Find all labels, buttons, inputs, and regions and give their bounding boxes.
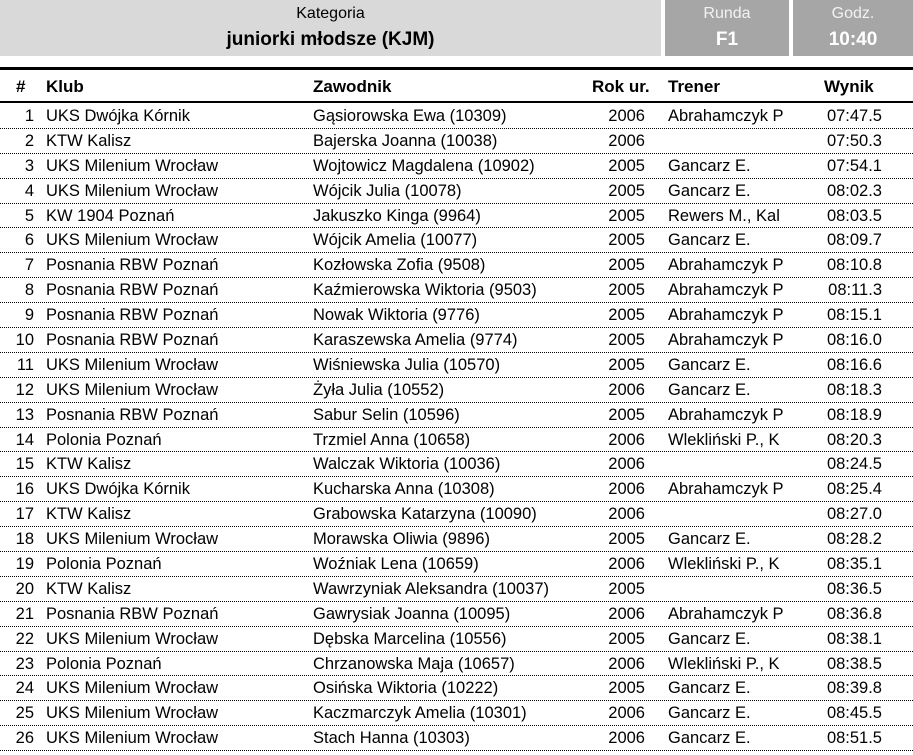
col-header-no: # [16, 77, 26, 96]
table-top-rule [0, 67, 913, 70]
coach-name: Gancarz E. [668, 704, 751, 723]
row-number: 13 [15, 405, 34, 424]
birth-year: 2005 [608, 206, 645, 225]
birth-year: 2005 [608, 331, 645, 350]
athlete-name: Chrzanowska Maja (10657) [313, 654, 515, 673]
coach-name: Gancarz E. [668, 729, 751, 748]
birth-year: 2005 [608, 256, 645, 275]
birth-year: 2005 [608, 530, 645, 549]
table-row [0, 154, 913, 179]
athlete-name: Grabowska Katarzyna (10090) [313, 505, 537, 524]
club-name: KTW Kalisz [46, 579, 132, 598]
result-time: 07:50.3 [826, 131, 882, 150]
birth-year: 2005 [608, 405, 645, 424]
table-row [0, 726, 913, 751]
club-name: Posnania RBW Poznań [46, 405, 219, 424]
table-row [0, 527, 913, 552]
row-number: 7 [24, 256, 34, 275]
athlete-name: Karaszewska Amelia (9774) [313, 331, 518, 350]
athlete-name: Wójcik Amelia (10077) [313, 231, 478, 250]
result-time: 08:51.5 [826, 729, 882, 748]
coach-name: Rewers M., Kal [668, 206, 780, 225]
table-row [0, 278, 913, 303]
athlete-name: Żyła Julia (10552) [313, 380, 445, 399]
row-number: 2 [24, 131, 34, 150]
table-row [0, 303, 913, 328]
table-row [0, 403, 913, 428]
birth-year: 2005 [608, 679, 645, 698]
athlete-name: Walczak Wiktoria (10036) [313, 455, 501, 474]
club-name: KTW Kalisz [46, 455, 132, 474]
table-row [0, 328, 913, 353]
coach-name: Abrahamczyk P [668, 256, 784, 275]
club-name: UKS Milenium Wrocław [46, 156, 219, 175]
round-box [665, 0, 789, 56]
result-time: 08:25.4 [826, 480, 882, 499]
club-name: UKS Milenium Wrocław [46, 629, 219, 648]
club-name: UKS Milenium Wrocław [46, 679, 219, 698]
club-name: UKS Milenium Wrocław [46, 729, 219, 748]
birth-year: 2006 [608, 505, 645, 524]
result-time: 08:45.5 [826, 704, 882, 723]
club-name: UKS Milenium Wrocław [46, 181, 219, 200]
round-value: F1 [715, 29, 739, 50]
club-name: Polonia Poznań [46, 555, 162, 574]
birth-year: 2005 [608, 355, 645, 374]
birth-year: 2006 [608, 654, 645, 673]
category-label: Kategoria [296, 5, 365, 22]
table-row [0, 477, 913, 502]
result-time: 08:15.1 [826, 306, 882, 325]
club-name: UKS Milenium Wrocław [46, 355, 219, 374]
club-name: UKS Milenium Wrocław [46, 530, 219, 549]
table-row [0, 378, 913, 403]
athlete-name: Gawrysiak Joanna (10095) [313, 604, 511, 623]
row-number: 9 [24, 306, 34, 325]
table-row [0, 428, 913, 453]
row-number: 26 [15, 729, 34, 748]
athlete-name: Wójcik Julia (10078) [313, 181, 462, 200]
coach-name: Abrahamczyk P [668, 480, 784, 499]
athlete-name: Gąsiorowska Ewa (10309) [313, 107, 507, 125]
round-label: Runda [703, 5, 751, 22]
birth-year: 2005 [608, 281, 645, 300]
table-row [0, 179, 913, 204]
club-name: Posnania RBW Poznań [46, 604, 219, 623]
coach-name: Abrahamczyk P [668, 107, 784, 125]
athlete-name: Kaźmierowska Wiktoria (9503) [313, 281, 537, 300]
coach-name: Abrahamczyk P [668, 331, 784, 350]
coach-name: Gancarz E. [668, 380, 751, 399]
coach-name: Abrahamczyk P [668, 306, 784, 325]
birth-year: 2005 [608, 231, 645, 250]
athlete-name: Kaczmarczyk Amelia (10301) [313, 704, 527, 723]
result-time: 08:03.5 [826, 206, 882, 225]
row-number: 17 [15, 505, 34, 524]
col-header-club: Klub [46, 77, 84, 96]
result-time: 08:38.1 [826, 629, 882, 648]
birth-year: 2006 [608, 729, 645, 748]
club-name: Posnania RBW Poznań [46, 256, 219, 275]
athlete-name: Kozłowska Zofia (9508) [313, 256, 486, 275]
athlete-name: Trzmiel Anna (10658) [313, 430, 471, 449]
coach-name: Gancarz E. [668, 629, 751, 648]
category-box [0, 0, 661, 56]
result-time: 08:09.7 [826, 231, 882, 250]
row-number: 3 [24, 156, 34, 175]
athlete-name: Osińska Wiktoria (10222) [313, 679, 499, 698]
row-number: 16 [15, 480, 34, 499]
result-time: 08:11.3 [828, 281, 882, 300]
birth-year: 2006 [608, 555, 645, 574]
table-row [0, 652, 913, 677]
table-row [0, 577, 913, 602]
club-name: Posnania RBW Poznań [46, 331, 219, 350]
row-number: 8 [24, 281, 34, 300]
club-name: Posnania RBW Poznań [46, 306, 219, 325]
athlete-name: Dębska Marcelina (10556) [313, 629, 507, 648]
result-time: 08:38.5 [826, 654, 882, 673]
birth-year: 2005 [608, 579, 645, 598]
athlete-name: Sabur Selin (10596) [313, 405, 460, 424]
athlete-name: Wiśniewska Julia (10570) [313, 355, 501, 374]
result-time: 08:39.8 [826, 679, 882, 698]
table-row [0, 627, 913, 652]
row-number: 11 [16, 355, 34, 374]
birth-year: 2005 [608, 156, 645, 175]
result-time: 08:18.9 [826, 405, 882, 424]
coach-name: Gancarz E. [668, 231, 751, 250]
coach-name: Gancarz E. [668, 355, 751, 374]
club-name: Polonia Poznań [46, 430, 162, 449]
results-table [0, 104, 913, 751]
table-row [0, 676, 913, 701]
result-time: 08:24.5 [826, 455, 882, 474]
row-number: 18 [15, 530, 34, 549]
table-row [0, 204, 913, 229]
table-row [0, 452, 913, 477]
club-name: UKS Milenium Wrocław [46, 380, 219, 399]
result-time: 08:35.1 [826, 555, 882, 574]
birth-year: 2006 [608, 430, 645, 449]
birth-year: 2005 [608, 306, 645, 325]
table-row [0, 701, 913, 726]
club-name: UKS Milenium Wrocław [46, 231, 219, 250]
result-time: 08:20.3 [826, 430, 882, 449]
athlete-name: Jakuszko Kinga (9964) [313, 206, 481, 225]
birth-year: 2006 [608, 480, 645, 499]
club-name: KTW Kalisz [46, 505, 132, 524]
result-time: 07:54.1 [826, 156, 882, 175]
coach-name: Gancarz E. [668, 530, 751, 549]
club-name: UKS Dwójka Kórnik [46, 480, 190, 499]
time-box [793, 0, 913, 56]
table-row [0, 129, 913, 154]
coach-name: Wlekliński P., K [668, 555, 780, 574]
birth-year: 2006 [608, 604, 645, 623]
time-value: 10:40 [828, 29, 878, 50]
table-row [0, 253, 913, 278]
result-time: 08:36.8 [826, 604, 882, 623]
athlete-name: Kucharska Anna (10308) [313, 480, 495, 499]
athlete-name: Woźniak Lena (10659) [313, 555, 479, 574]
coach-name: Gancarz E. [668, 679, 751, 698]
col-header-result: Wynik [824, 77, 874, 96]
coach-name: Abrahamczyk P [668, 604, 784, 623]
athlete-name: Nowak Wiktoria (9776) [313, 306, 480, 325]
athlete-name: Wawrzyniak Aleksandra (10037) [313, 579, 549, 598]
club-name: KTW Kalisz [46, 131, 132, 150]
result-time: 07:47.5 [826, 107, 882, 125]
birth-year: 2006 [608, 131, 645, 150]
table-row [0, 228, 913, 253]
table-row [0, 552, 913, 577]
birth-year: 2006 [608, 704, 645, 723]
row-number: 19 [15, 555, 34, 574]
row-number: 20 [15, 579, 34, 598]
club-name: Posnania RBW Poznań [46, 281, 219, 300]
table-row [0, 602, 913, 627]
col-header-athlete: Zawodnik [313, 77, 392, 96]
coach-name: Wlekliński P., K [668, 430, 780, 449]
category-value: juniorki młodsze (KJM) [226, 29, 435, 50]
coach-name: Abrahamczyk P [668, 405, 784, 424]
header-rule [0, 101, 913, 103]
row-number: 24 [15, 679, 34, 698]
result-time: 08:27.0 [826, 505, 882, 524]
row-number: 15 [15, 455, 34, 474]
result-time: 08:02.3 [826, 181, 882, 200]
row-number: 25 [15, 704, 34, 723]
time-label: Godz. [831, 5, 875, 22]
birth-year: 2005 [608, 181, 645, 200]
result-time: 08:28.2 [826, 530, 882, 549]
birth-year: 2006 [608, 380, 645, 399]
result-time: 08:16.6 [826, 355, 882, 374]
athlete-name: Morawska Oliwia (9896) [313, 530, 490, 549]
table-row [0, 104, 913, 129]
club-name: UKS Milenium Wrocław [46, 704, 219, 723]
table-row [0, 353, 913, 378]
coach-name: Wlekliński P., K [668, 654, 780, 673]
athlete-name: Stach Hanna (10303) [313, 729, 470, 748]
result-time: 08:10.8 [826, 256, 882, 275]
birth-year: 2006 [608, 107, 645, 125]
row-number: 23 [15, 654, 34, 673]
row-number: 21 [15, 604, 34, 623]
athlete-name: Wojtowicz Magdalena (10902) [313, 156, 535, 175]
row-number: 12 [15, 380, 34, 399]
result-time: 08:18.3 [826, 380, 882, 399]
row-number: 14 [15, 430, 34, 449]
coach-name: Abrahamczyk P [668, 281, 784, 300]
table-row [0, 502, 913, 527]
result-time: 08:16.0 [826, 331, 882, 350]
row-number: 4 [24, 181, 34, 200]
club-name: Polonia Poznań [46, 654, 162, 673]
row-number: 22 [15, 629, 34, 648]
athlete-name: Bajerska Joanna (10038) [313, 131, 498, 150]
row-number: 6 [24, 231, 34, 250]
row-number: 1 [24, 107, 34, 125]
row-number: 5 [24, 206, 34, 225]
club-name: UKS Dwójka Kórnik [46, 107, 190, 125]
result-time: 08:36.5 [826, 579, 882, 598]
col-header-coach: Trener [668, 77, 720, 96]
club-name: KW 1904 Poznań [46, 206, 175, 225]
birth-year: 2005 [608, 629, 645, 648]
row-number: 10 [15, 331, 34, 350]
coach-name: Gancarz E. [668, 156, 751, 175]
birth-year: 2006 [608, 455, 645, 474]
coach-name: Gancarz E. [668, 181, 751, 200]
col-header-year: Rok ur. [592, 77, 650, 96]
